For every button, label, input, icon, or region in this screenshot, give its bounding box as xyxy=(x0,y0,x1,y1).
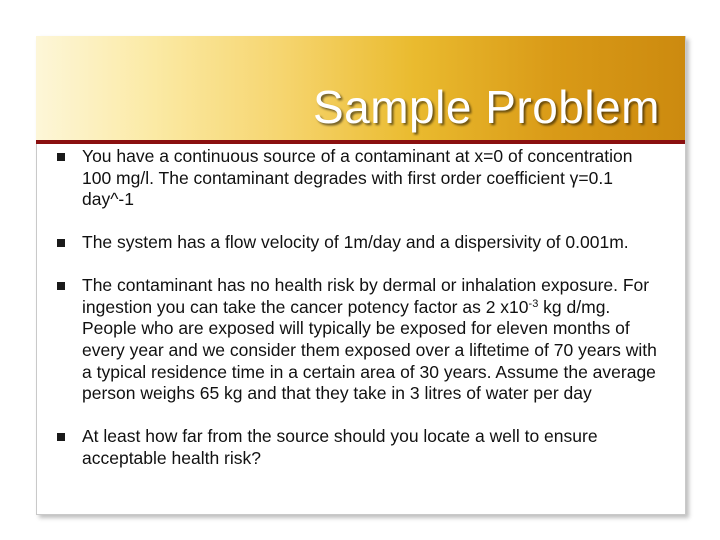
bullet-text: The system has a flow velocity of 1m/day and a dispersivity of 0.001m. xyxy=(82,232,629,253)
bullet-list xyxy=(56,146,666,469)
bullet-item xyxy=(56,146,666,211)
square-bullet-icon xyxy=(57,282,65,290)
square-bullet-icon xyxy=(57,239,65,247)
bullet-item xyxy=(56,275,666,405)
bullet-text: At least how far from the source should you locate a well to ensure acceptable health risk? xyxy=(82,426,598,468)
exponent-superscript: -3 xyxy=(528,297,539,310)
square-bullet-icon xyxy=(57,153,65,161)
title-underline xyxy=(36,140,685,144)
bullet-item xyxy=(56,426,666,469)
bullet-item xyxy=(56,232,666,254)
bullet-text: You have a continuous source of a contaminant at x=0 of concentration 100 mg/l. The contaminant degrades with first order coefficient γ=0.1 day^-1 xyxy=(82,146,633,210)
square-bullet-icon xyxy=(57,433,65,441)
bullet-text-before: The contaminant has no health risk by dermal or inhalation exposure. For ingestion you can take the cancer potency factor as 2 x10 xyxy=(82,274,650,317)
bullet-text-after: kg d/mg. People who are exposed will typically be exposed for eleven months of every year and we consider them exposed over a liftetime of 70 years with a typical residence time in a certain area of 30 years. Assume the average person weighs 65 kg and that they take in 3 litres of water per day xyxy=(82,296,657,404)
slide-title: Sample Problem xyxy=(312,81,660,133)
